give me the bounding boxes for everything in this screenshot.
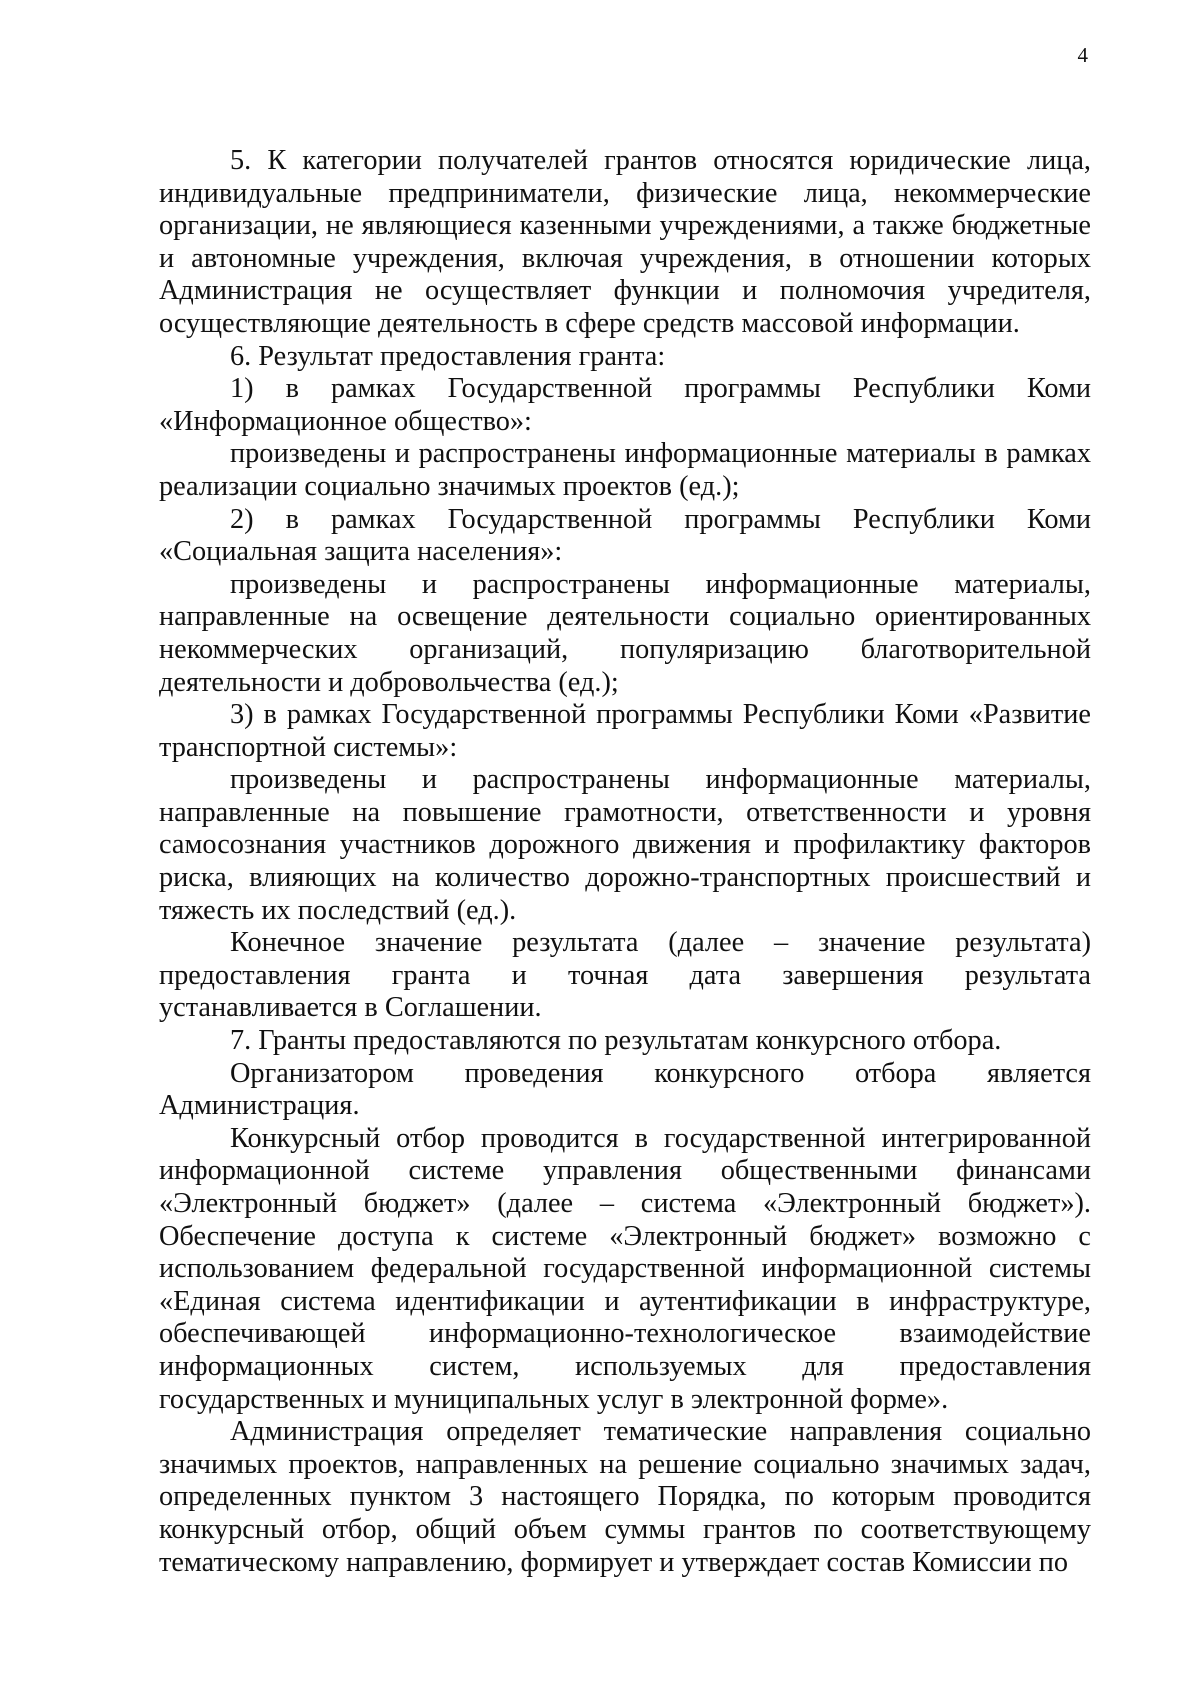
paragraph-electronic-budget: Конкурсный отбор проводится в государственной интегрированной информационной системе управления общественными финансами «Электронный бюджет» (далее – система «Электронный бюджет»). Обеспечение доступа к системе «Электронный бюджет» возможно с использованием федеральной государственной информационной системы «Единая система идентификации и аутентификации в инфраструктуре, обеспечивающей информационно-технологическое взаимодействие информационных систем, используемых для предоставления государственных и муниципальных услуг в электронной форме».: [159, 1122, 1091, 1415]
paragraph-program-social-protection: 2) в рамках Государственной программы Республики Коми «Социальная защита населения»:: [159, 503, 1091, 568]
paragraph-item-7-competition: 7. Гранты предоставляются по результатам конкурсного отбора.: [230, 1025, 1002, 1057]
paragraph-result-information-society: произведены и распространены информационные материалы в рамках реализации социально значимых проектов (ед.);: [159, 438, 1091, 502]
paragraph-program-transport-system: 3) в рамках Государственной программы Республики Коми «Развитие транспортной системы»:: [159, 699, 1091, 763]
paragraph-result-transport-system: произведены и распространены информационные материалы, направленные на повышение грамотности, ответственности и уровня самосознания участников дорожного движения и профилактику факторов риска, влияющих на количество дорожно-транспортных происшествий и тяжесть их последствий (ед.).: [159, 764, 1091, 926]
paragraph-item-6-result: 6. Результат предоставления гранта:: [230, 340, 666, 372]
paragraph-organizer: Организатором проведения конкурсного отбора является Администрация.: [159, 1057, 1091, 1122]
paragraph-program-information-society: 1) в рамках Государственной программы Республики Коми «Информационное общество»:: [159, 373, 1091, 437]
paragraph-administration-duties: Администрация определяет тематические направления социально значимых проектов, направленных на решение социально значимых задач, определенных пунктом 3 настоящего Порядка, по которым проводится конкурсный отбор, общий объем суммы грантов по соответствующему тематическому направлению, формирует и утверждает состав Комиссии по: [159, 1416, 1091, 1578]
paragraph-item-5-recipients: 5. К категории получателей грантов относятся юридические лица, индивидуальные предприниматели, физические лица, некоммерческие организации, не являющиеся казенными учреждениями, а также бюджетные и автономные учреждения, включая учреждения, в отношении которых Администрация не осуществляет функции и полномочия учредителя, осуществляющие деятельность в сфере средств массовой информации.: [159, 145, 1091, 339]
document-body: [159, 145, 1091, 1579]
paragraph-final-result-value: Конечное значение результата (далее – значение результата) предоставления гранта и точная дата завершения результата устанавливается в Соглашении.: [159, 927, 1091, 1024]
paragraph-result-social-protection: произведены и распространены информационные материалы, направленные на освещение деятельности социально ориентированных некоммерческих организаций, популяризацию благотворительной деятельности и добровольчества (ед.);: [159, 568, 1091, 698]
page-number: 4: [1077, 43, 1088, 67]
